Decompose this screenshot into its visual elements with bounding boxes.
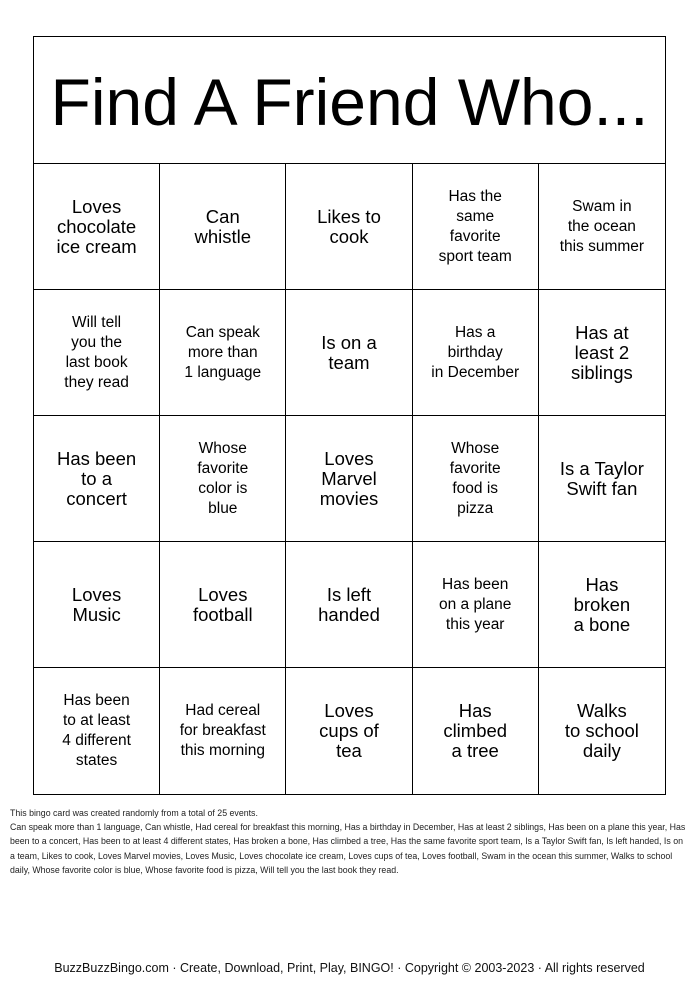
bingo-cell: Can whistle bbox=[160, 164, 286, 290]
bingo-cell: Loves football bbox=[160, 542, 286, 668]
bingo-cell: Is on a team bbox=[286, 290, 412, 416]
bingo-cell: Likes to cook bbox=[286, 164, 412, 290]
bingo-cell: Swam in the ocean this summer bbox=[539, 164, 665, 290]
bingo-cell: Whose favorite color is blue bbox=[160, 416, 286, 542]
bingo-cell: Loves chocolate ice cream bbox=[34, 164, 160, 290]
bingo-cell: Loves cups of tea bbox=[286, 668, 412, 794]
bingo-cell: Has broken a bone bbox=[539, 542, 665, 668]
bingo-cell: Has at least 2 siblings bbox=[539, 290, 665, 416]
bingo-cell: Has the same favorite sport team bbox=[413, 164, 539, 290]
card-info bbox=[10, 806, 690, 877]
bingo-cell: Is a Taylor Swift fan bbox=[539, 416, 665, 542]
bingo-cell: Whose favorite food is pizza bbox=[413, 416, 539, 542]
card-title: Find A Friend Who... bbox=[50, 65, 649, 139]
bingo-card bbox=[33, 36, 666, 795]
info-events-list: Can speak more than 1 language, Can whistle, Had cereal for breakfast this morning, Has a birthday in December, Has at least 2 siblings, Has been on a plane this year, Has been to a concert, Has been to at least 4 different states, Has broken a bone, Has climbed a tree, Has the same favorite sport team, Is a Taylor Swift fan, Is left handed, Is on a team, Likes to cook, Loves Marvel movies, Loves Music, Loves chocolate ice cream, Loves cups of tea, Loves football, Swam in the ocean this summer, Walks to school daily, Whose favorite color is blue, Whose favorite food is pizza, Will tell you the last book they read. bbox=[10, 822, 686, 875]
bingo-cell: Has been to a concert bbox=[34, 416, 160, 542]
bingo-cell: Has climbed a tree bbox=[413, 668, 539, 794]
bingo-cell: Loves Music bbox=[34, 542, 160, 668]
title-box bbox=[34, 37, 665, 164]
bingo-grid bbox=[34, 164, 665, 794]
bingo-cell: Will tell you the last book they read bbox=[34, 290, 160, 416]
bingo-cell: Is left handed bbox=[286, 542, 412, 668]
bingo-cell: Loves Marvel movies bbox=[286, 416, 412, 542]
bingo-cell: Can speak more than 1 language bbox=[160, 290, 286, 416]
info-intro: This bingo card was created randomly from a total of 25 events. bbox=[10, 808, 258, 818]
bingo-cell: Has a birthday in December bbox=[413, 290, 539, 416]
bingo-cell: Had cereal for breakfast this morning bbox=[160, 668, 286, 794]
bingo-cell: Has been on a plane this year bbox=[413, 542, 539, 668]
bingo-cell: Walks to school daily bbox=[564, 700, 639, 761]
footer: BuzzBuzzBingo.com · Create, Download, Print, Play, BINGO! · Copyright © 2003-2023 · All rights reserved bbox=[54, 961, 645, 975]
bingo-cell: Has been to at least 4 different states bbox=[34, 668, 160, 794]
